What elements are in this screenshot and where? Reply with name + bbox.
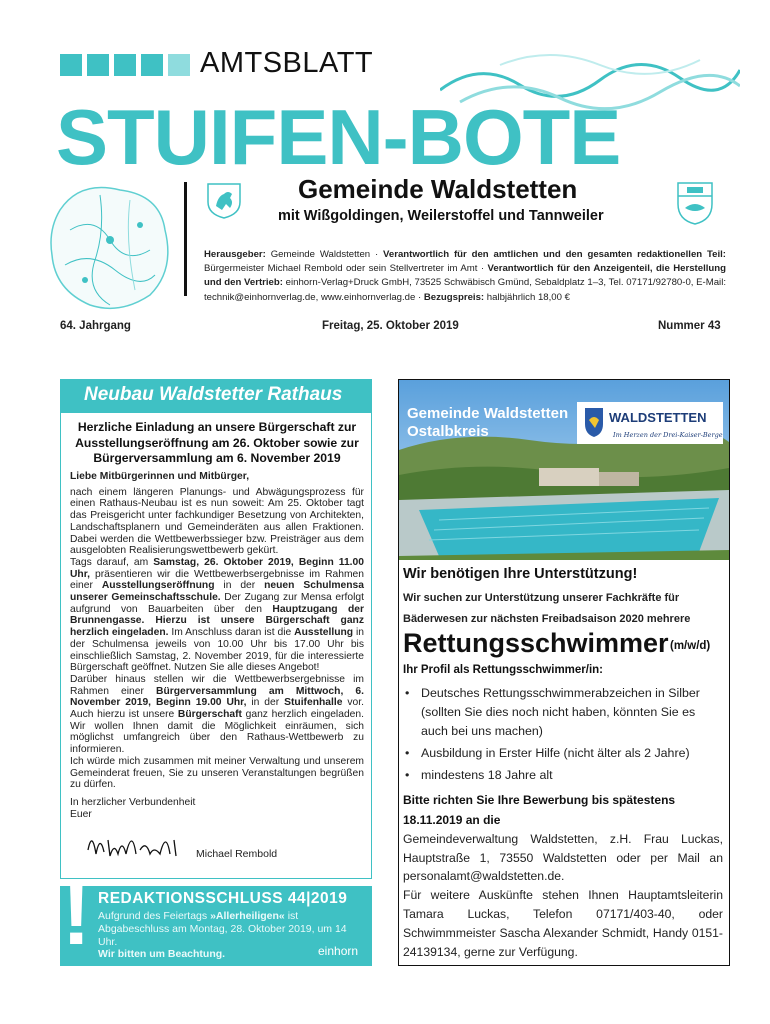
logo-tagline: Im Herzen der Drei-Kaiser-Berge — [613, 431, 723, 439]
impressum-label: Bezugspreis: — [423, 291, 485, 303]
impressum-text: Bürgermeister Michael Rembold oder sein Stellvertreter im Amt · — [204, 263, 488, 275]
impressum — [204, 248, 726, 305]
article-invitation: Herzliche Einladung an unsere Bürgerschaft zur Ausstellungseröffnung am 26. Oktober sowie zur Bürgerversammlung am 6. November 2019 — [75, 420, 359, 465]
photo-label: Gemeinde Waldstetten — [407, 405, 569, 422]
ad-position: Rettungsschwimmer — [403, 628, 669, 658]
article-paragraph: Tags darauf, am Samstag, 26. Oktober 2019, Beginn 11.00 Uhr, präsentieren wir die Wettbewerbsergebnisse im Rahmen einer Ausstellungseröffnung in der neuen Schulmensa unserer Gemeinschaftsschule. Der Zugang zur Mensa erfolgt aufgrund von Bauarbeiten über den Hauptzugang der Brunnengasse. Hierzu ist unsere Bürgerschaft ganz herzlich eingeladen. Im Anschluss daran ist die Ausstellung in der Schulmensa jeweils von 10.00 Uhr bis 17.00 Uhr bis einschließlich Samstag, 2. November 2019, für die interessierte Bürgerschaft geöffnet. Nutzen Sie alle dieses Angebot! — [70, 556, 365, 674]
ad-profile-heading: Ihr Profil als Rettungsschwimmer/in: — [403, 664, 604, 676]
ad-contact-info: Für weitere Auskünfte stehen Ihnen Hauptamtsleiterin Tamara Luckas, Telefon 07171/403-40, oder Schwimmmeister Sascha Alexander Schmidt, Handy 0151-24139134, gerne zur Verfügung. — [403, 888, 723, 959]
masthead-divider — [184, 182, 187, 296]
signature — [80, 820, 190, 870]
issue-number: Nummer 43 — [658, 320, 721, 332]
ad-intro: Wir suchen zur Unterstützung unserer Fachkräfte für Bäderwesen zur nächsten Freibadsaison 2020 mehrere — [403, 592, 691, 625]
volume-label: 64. Jahrgang — [60, 320, 131, 332]
ad-deadline: Bitte richten Sie Ihre Bewerbung bis spätestens 18.11.2019 an die — [403, 793, 676, 827]
masthead-squares — [60, 54, 190, 76]
article-body — [70, 471, 364, 820]
impressum-label: Herausgeber: — [204, 249, 266, 260]
deadline-text: Aufgrund des Feiertags »Allerheiligen« ist Abgabeschluss am Montag, 28. Oktober 2019, um 14 Uhr. — [98, 910, 347, 948]
article-paragraph: Ich würde mich zusammen mit meiner Verwaltung und unserem Gemeinderat freuen, Sie zu unseren Veranstaltungen begrüßen zu dürfen. — [70, 755, 364, 791]
list-item: • Ausbildung in Erster Hilfe (nicht älter als 2 Jahre) — [403, 744, 725, 763]
issue-date: Freitag, 25. Oktober 2019 — [322, 320, 459, 332]
article-closing: In herzlicher Verbundenheit — [70, 796, 196, 808]
pool-photo — [399, 380, 729, 560]
ad-gender-note: (m/w/d) — [670, 640, 711, 652]
list-item: • Deutsches Rettungsschwimmerabzeichen in Silber (sollten Sie dies noch nicht haben, könnten Sie es auch bei uns machen) — [403, 684, 725, 741]
amtsblatt-label: AMTSBLATT — [200, 47, 374, 79]
ad-headline: Wir benötigen Ihre Unterstützung! — [403, 566, 638, 582]
impressum-label: Verantwortlich für den amtlichen und den gesamten redaktionellen Teil: — [383, 249, 726, 260]
logo-name: WALDSTETTEN — [609, 410, 707, 425]
requirements-list — [403, 684, 725, 788]
article-headline: Neubau Waldstetter Rathaus — [60, 379, 372, 413]
coat-of-arms-icon — [675, 180, 715, 226]
deadline-title: REDAKTIONSSCHLUSS 44|2019 — [98, 890, 348, 907]
municipality-name: Gemeinde Waldstetten — [298, 174, 578, 204]
article-paragraph: nach einem längeren Planungs- und Abwägungsprozess für einen Rathaus-Neubau ist es nun soweit: Am 25. Oktober tagt das Preisgericht unter fachkundiger Besetzung von Architekten, Landschaftsplanern und Gemeinderäten aus allen Fraktionen. Dabei werden die Wettbewerbssieger bzw. Preisträger aus dem ausgelobten Realisierungswettbewerb gekürt. — [70, 486, 364, 557]
lion-crest-icon — [204, 180, 244, 220]
article-closing: Euer — [70, 808, 92, 820]
ad-address: Gemeindeverwaltung Waldstetten, z.H. Frau Luckas, Hauptstraße 1, 73550 Waldstetten oder per Mail an personalamt@waldstetten.de. — [403, 832, 723, 883]
einhorn-logo: einhorn — [318, 944, 359, 958]
newspaper-title: STUIFEN-BOTE — [56, 93, 621, 181]
municipality-map — [40, 170, 180, 320]
photo-label: Ostalbkreis — [407, 423, 489, 440]
list-item: • mindestens 18 Jahre alt — [403, 766, 725, 785]
impressum-label: Verantwortlich für den Anzeigenteil, die Herstellung und den Vertrieb: — [204, 263, 726, 289]
municipality-districts: mit Wißgoldingen, Weilerstoffel und Tannweiler — [278, 208, 604, 224]
signer-name: Michael Rembold — [196, 848, 278, 860]
impressum-text: einhorn-Verlag+Druck GmbH, 73525 Schwäbisch Gmünd, Sebaldplatz 1–3, Tel. 07171/92780-0, E-Mail: technik@einhornverlag.de, www.einhornverlag.de · — [204, 277, 726, 303]
impressum-text: Gemeinde Waldstetten · — [265, 249, 384, 260]
article-paragraph: Darüber hinaus stellen wir die Wettbewerbsergebnisse im Rahmen einer Bürgerversammlung am Mittwoch, 6. November 2019, Beginn 19.00 Uhr, in der Stuifenhalle vor. Auch hierzu ist unsere Bürgerschaft ganz herzlich eingeladen. Wir wollen Ihnen damit die Möglichkeit einräumen, sich möglichst umfangreich über den Rathaus-Wettbewerb zu informieren. — [70, 673, 364, 756]
article-salutation: Liebe Mitbürgerinnen und Mitbürger, — [70, 471, 250, 482]
exclamation-icon: ! — [62, 867, 91, 963]
impressum-text: halbjährlich 18,00 € — [484, 291, 570, 303]
deadline-note: Wir bitten um Beachtung. — [98, 948, 226, 960]
